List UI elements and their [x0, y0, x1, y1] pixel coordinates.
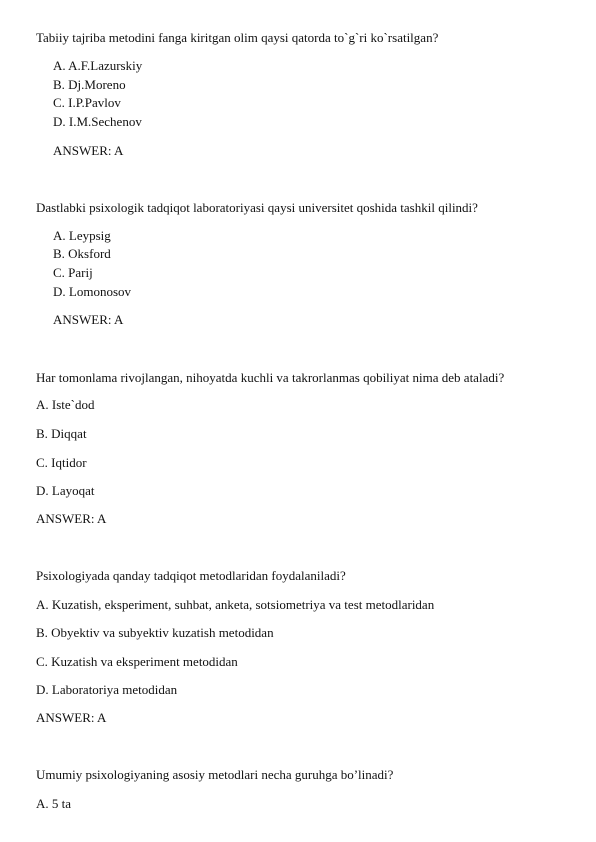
question-4-text: Psixologiyada qanday tadqiqot metodlaridan foydalaniladi? — [36, 568, 346, 583]
question-1-option-d: D. I.M.Sechenov — [53, 114, 142, 129]
question-2-option-a: A. Leypsig — [53, 228, 111, 243]
question-5-option-a: A. 5 ta — [36, 796, 72, 811]
question-4-option-c: C. Kuzatish va eksperiment metodidan — [36, 654, 238, 669]
question-1-option-a: A. A.F.Lazurskiy — [53, 58, 143, 73]
question-2-text: Dastlabki psixologik tadqiqot laboratoriyasi qaysi universitet qoshida tashkil qilindi? — [36, 200, 478, 215]
question-2-option-b: B. Oksford — [53, 246, 111, 261]
question-2-answer: ANSWER: A — [53, 312, 124, 327]
question-3-answer: ANSWER: A — [36, 511, 107, 526]
question-1-text: Tabiiy tajriba metodini fanga kiritgan olim qaysi qatorda to`g`ri ko`rsatilgan? — [36, 30, 439, 45]
question-3-text: Har tomonlama rivojlangan, nihoyatda kuchli va takrorlanmas qobiliyat nima deb ataladi? — [36, 370, 505, 385]
question-5-text: Umumiy psixologiyaning asosiy metodlari necha guruhga bo’linadi? — [36, 767, 394, 782]
question-3-option-a: A. Iste`dod — [36, 397, 95, 412]
question-4-answer: ANSWER: A — [36, 710, 107, 725]
question-2-option-c: C. Parij — [53, 265, 93, 280]
question-4-option-a: A. Kuzatish, eksperiment, suhbat, anketa, sotsiometriya va test metodlaridan — [36, 597, 435, 612]
question-1-answer: ANSWER: A — [53, 143, 124, 158]
question-1-option-c: C. I.P.Pavlov — [53, 95, 121, 110]
question-4-option-b: B. Obyektiv va subyektiv kuzatish metodidan — [36, 625, 274, 640]
question-1-option-b: B. Dj.Moreno — [53, 77, 126, 92]
question-2-option-d: D. Lomonosov — [53, 284, 131, 299]
question-3-option-d: D. Layoqat — [36, 483, 95, 498]
question-4-option-d: D. Laboratoriya metodidan — [36, 682, 178, 697]
question-3-option-b: B. Diqqat — [36, 426, 87, 441]
question-3-option-c: C. Iqtidor — [36, 455, 87, 470]
